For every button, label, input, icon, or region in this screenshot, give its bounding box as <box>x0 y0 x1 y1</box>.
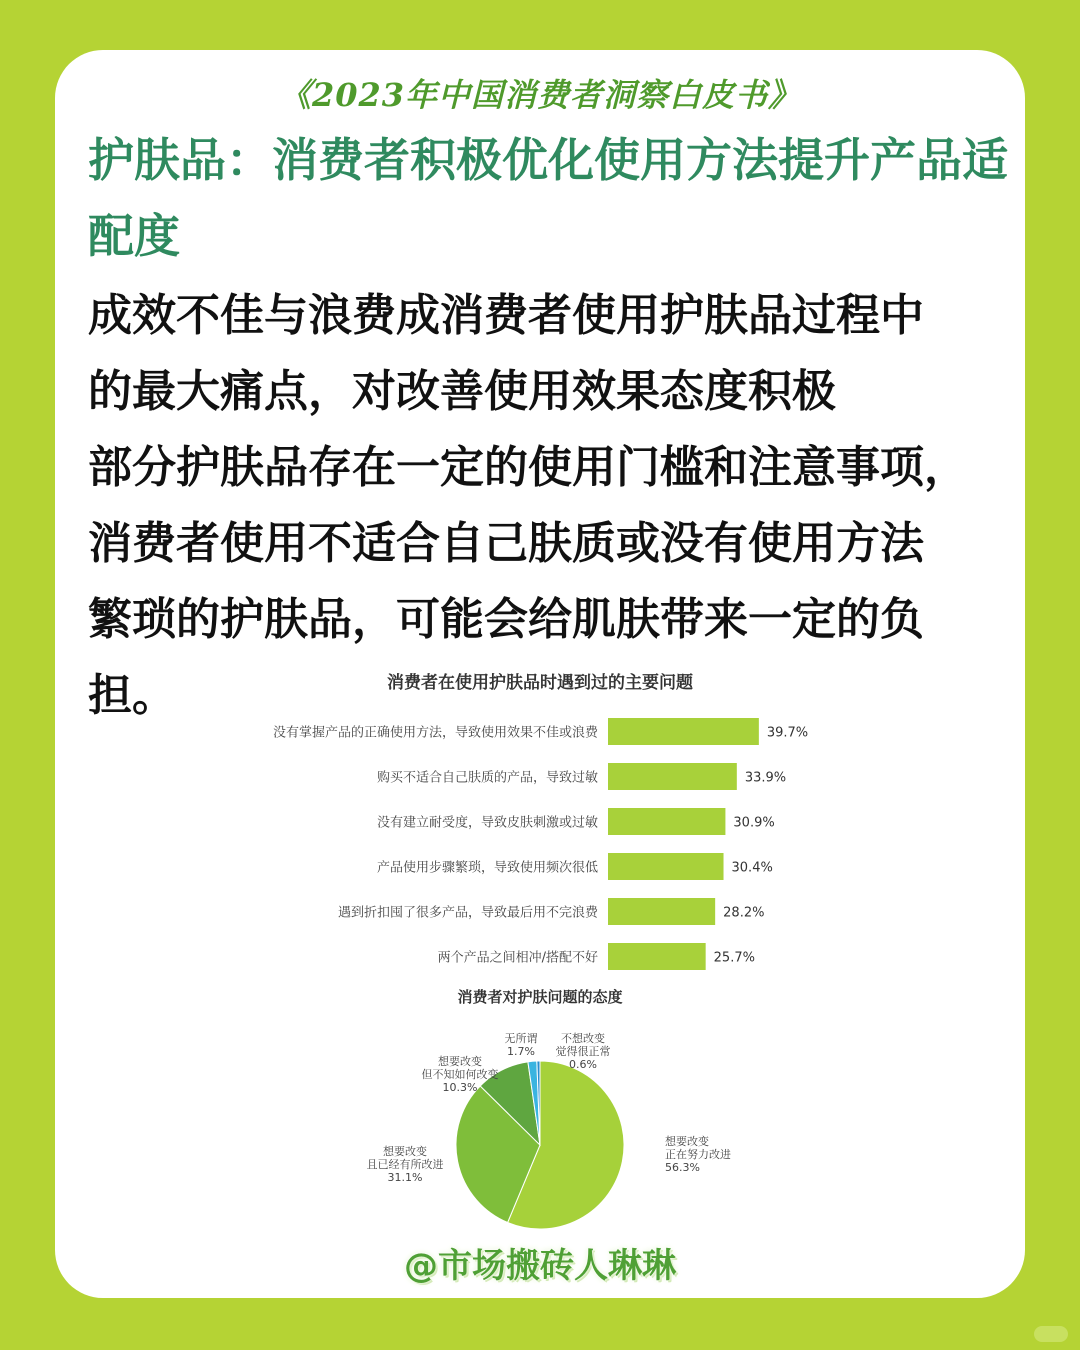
bar-value-label: 25.7% <box>713 950 755 966</box>
bar-category-label: 遇到折扣囤了很多产品，导致最后用不完浪费 <box>337 905 598 921</box>
body-line: 担。 <box>88 670 176 721</box>
bar-category-label: 购买不适合自己肤质的产品，导致过敏 <box>376 770 598 786</box>
bar-category-label: 没有掌握产品的正确使用方法，导致使用效果不佳或浪费 <box>272 725 598 741</box>
body-line: 繁琐的护肤品，可能会给肌肤带来一定的负 <box>88 594 924 645</box>
bar-category-label: 两个产品之间相冲/搭配不好 <box>437 950 598 966</box>
series-title: 《2023年中国消费者洞察白皮书》 <box>278 76 802 114</box>
headline: 护肤品：消费者积极优化使用方法提升产品适配度 <box>88 133 1008 263</box>
bar-category-label: 没有建立耐受度，导致皮肤刺激或过敏 <box>376 815 598 831</box>
bar-value-label: 33.9% <box>744 770 787 786</box>
pie-slice-label: 不想改变 觉得很正常 0.6% <box>555 1032 611 1071</box>
pie-chart <box>55 50 1025 1298</box>
body-line: 的最大痛点，对改善使用效果态度积极 <box>88 366 836 417</box>
body-line: 消费者使用不适合自己肤质或没有使用方法 <box>88 518 924 569</box>
pie-slice-label: 想要改变 正在努力改进 56.3% <box>665 1135 731 1174</box>
bar-value-label: 30.9% <box>733 815 775 831</box>
author-handle: @市场搬砖人琳琳 <box>404 1246 676 1286</box>
watermark-badge <box>1034 1326 1068 1342</box>
bar-value-label: 39.7% <box>766 725 809 741</box>
bar-chart-title: 消费者在使用护肤品时遇到过的主要问题 <box>387 673 693 693</box>
bar-category-label: 产品使用步骤繁琐，导致使用频次很低 <box>376 860 598 876</box>
pie-slice-label: 想要改变 但不知如何改变 10.3% <box>421 1055 499 1094</box>
body-line: 成效不佳与浪费成消费者使用护肤品过程中 <box>88 290 924 341</box>
pie-chart-title: 消费者对护肤问题的态度 <box>457 988 623 1006</box>
content-card <box>55 50 1025 1298</box>
bar-value-label: 30.4% <box>731 860 773 876</box>
body-line: 部分护肤品存在一定的使用门槛和注意事项， <box>88 442 968 493</box>
pie-slice-label: 想要改变 且已经有所改进 31.1% <box>366 1145 444 1184</box>
bar-value-label: 28.2% <box>723 905 765 921</box>
pie-slice-label: 无所谓 1.7% <box>504 1032 538 1058</box>
